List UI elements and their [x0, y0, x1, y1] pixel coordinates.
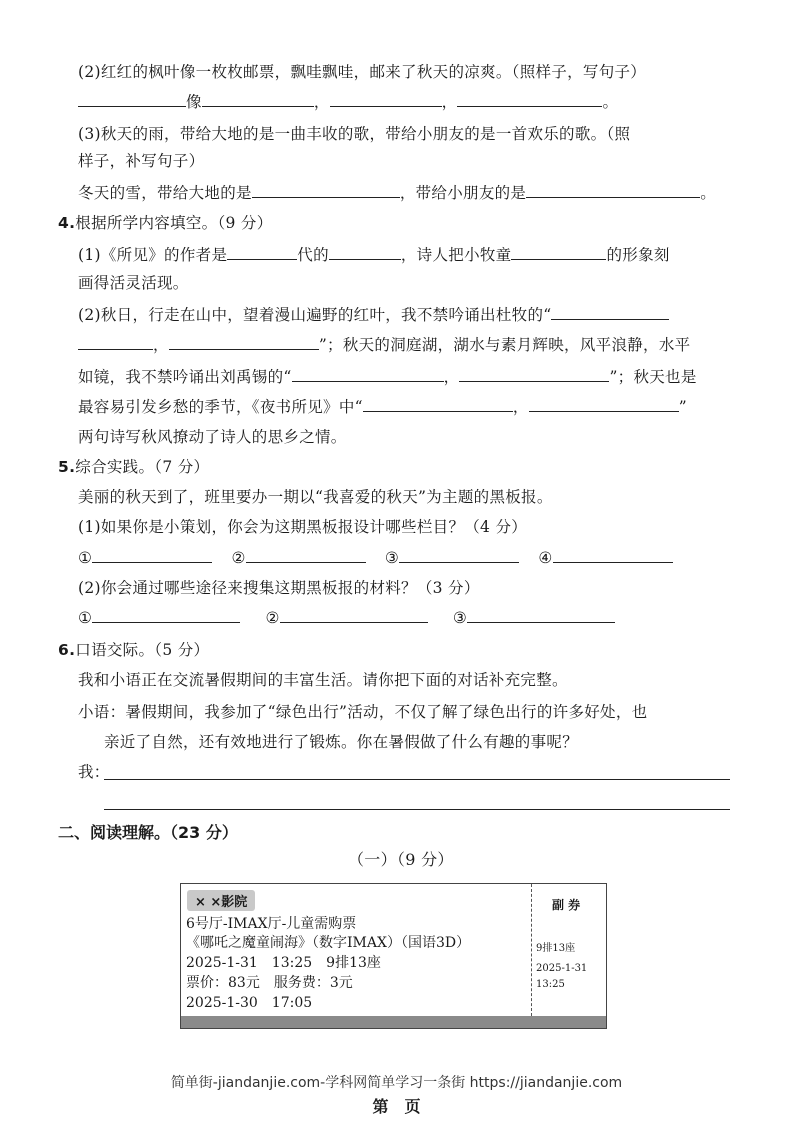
marker-3: ③ [452, 609, 468, 627]
footer-watermark: 简单街-jiandanjie.com-学科网简单学习一条街 https://jiandanjie.com [170, 1075, 623, 1091]
comma: ， [153, 336, 169, 354]
blank[interactable] [330, 92, 442, 107]
marker-1: ① [78, 549, 93, 567]
q3-item3-part1: 冬天的雪，带给大地的是 [78, 184, 252, 202]
q6-title: 口语交际。（5 分） [75, 641, 210, 659]
q5-intro [78, 487, 553, 507]
ticket-stub [531, 884, 607, 1016]
blank[interactable] [246, 548, 366, 563]
period: 。 [602, 93, 619, 111]
q4-s2-line4-end: ” [678, 398, 687, 416]
stub-line1: 9排13座 [536, 943, 576, 954]
blank[interactable] [457, 92, 602, 107]
q3-item3-prompt-text: (3)秋天的雨，带给大地的是一曲丰收的歌，带给小朋友的是一首欢乐的歌。（照 [78, 125, 631, 143]
q3-item3-part2: ，带给小朋友的是 [399, 184, 527, 202]
q6-number: 6. [58, 641, 76, 659]
blank[interactable] [169, 335, 319, 350]
section2-title: 二、阅读理解。（23 分） [58, 823, 238, 842]
q5-intro-text: 美丽的秋天到了，班里要办一期以“我喜爱的秋天”为主题的黑板报。 [78, 488, 553, 506]
stub-line2: 2025-1-31 [536, 963, 588, 974]
blank[interactable] [280, 608, 428, 623]
q5-sub2 [78, 578, 480, 598]
blank[interactable] [529, 397, 679, 412]
ticket-bottom-bar [181, 1016, 606, 1028]
q4-s2-line2-text: ”；秋天的洞庭湖，湖水与素月辉映，风平浪静，水平 [318, 336, 691, 354]
q4-s2-line3-end: ”；秋天也是 [609, 368, 697, 386]
q5-heading [58, 457, 209, 477]
period: 。 [700, 184, 717, 202]
answer-line-1[interactable] [104, 779, 730, 780]
marker-2: ② [265, 609, 280, 627]
marker-3: ③ [384, 549, 400, 567]
blank[interactable] [363, 397, 513, 412]
q3-item3-answer-line [78, 183, 716, 203]
answer-line-2[interactable] [104, 809, 730, 810]
q6-intro-text: 我和小语正在交流暑假期间的丰富生活。请你把下面的对话补充完整。 [78, 671, 568, 689]
section2-subtitle-text: （一）（9 分） [348, 850, 454, 869]
blank[interactable] [553, 548, 673, 563]
stub-line3: 13:25 [536, 979, 565, 990]
q4-s1-part3: ，诗人把小牧童 [400, 246, 512, 264]
q4-s2-line4-text: 最容易引发乡愁的季节，《夜书所见》中“ [78, 398, 363, 416]
q3-item3-prompt-line2 [78, 151, 204, 171]
q4-s1-part2: 代的 [297, 246, 329, 264]
ticket-line1: 6号厅-IMAX厅-儿童需购票 [186, 916, 357, 932]
marker-1: ① [78, 609, 93, 627]
stub-title: 副 券 [552, 898, 581, 912]
q4-number: 4. [58, 214, 76, 232]
q4-s1-part1: (1)《所见》的作者是 [78, 246, 228, 264]
comma: ， [441, 93, 458, 111]
ticket-line3: 2025-1-31 13:25 9排13座 [186, 955, 381, 971]
q6-xiaoyu-line2 [104, 732, 578, 752]
blank[interactable] [329, 245, 401, 260]
q4-heading [58, 213, 273, 233]
blank[interactable] [551, 305, 669, 320]
q5-title: 综合实践。（7 分） [75, 458, 210, 476]
blank[interactable] [78, 335, 153, 350]
q4-s2-line1 [78, 305, 669, 325]
q3-item3-prompt-line1 [78, 124, 630, 144]
q6-xiaoyu-text1: 小语：暑假期间，我参加了“绿色出行”活动，不仅了解了绿色出行的许多好处，也 [78, 703, 648, 721]
blank[interactable] [78, 92, 186, 107]
q6-heading [58, 640, 209, 660]
q5-sub1-answers [78, 548, 673, 568]
marker-2: ② [231, 549, 246, 567]
q4-title: 根据所学内容填空。（9 分） [75, 214, 273, 232]
q6-xiaoyu-line1 [78, 702, 647, 722]
q6-xiaoyu-text2: 亲近了自然，还有效地进行了锻炼。你在暑假做了什么有趣的事呢？ [104, 733, 579, 751]
q6-me-label-text: 我： [78, 763, 110, 781]
q4-s1-line2-text: 画得活灵活现。 [78, 274, 189, 292]
blank[interactable] [459, 367, 609, 382]
blank[interactable] [511, 245, 606, 260]
q3-item2-prompt [78, 62, 646, 82]
q4-s2-line3 [78, 367, 697, 387]
ticket-line4: 票价：83元 服务费：3元 [186, 975, 353, 991]
blank[interactable] [467, 608, 615, 623]
blank[interactable] [292, 367, 444, 382]
q3-item2-answer-line [78, 92, 618, 112]
blank[interactable] [92, 548, 212, 563]
q4-s1-part4: 的形象刻 [606, 246, 670, 264]
cinema-name: × ×影院 [187, 890, 255, 911]
marker-4: ④ [538, 549, 553, 567]
ticket-line2: 《哪吒之魔童闹海》（数字IMAX）（国语3D） [186, 935, 471, 951]
q4-s2-line3-text: 如镜，我不禁吟诵出刘禹锡的“ [78, 368, 292, 386]
q4-s2-line1-text: (2)秋日，行走在山中，望着漫山遍野的红叶，我不禁吟诵出杜牧的“ [78, 306, 552, 324]
blank[interactable] [399, 548, 519, 563]
comma: ， [512, 398, 529, 416]
q4-s1-line1 [78, 245, 670, 265]
comma: ， [443, 368, 460, 386]
q5-number: 5. [58, 458, 76, 476]
q4-s2-line5 [78, 427, 347, 447]
q5-sub1-text: (1)如果你是小策划，你会为这期黑板报设计哪些栏目？（4 分） [78, 518, 528, 536]
q4-s2-line2 [78, 335, 690, 355]
q3-item2-prompt-text: (2)红红的枫叶像一枚枚邮票，飘哇飘哇，邮来了秋天的凉爽。（照样子，写句子） [78, 63, 647, 81]
q4-s2-line5-text: 两句诗写秋风撩动了诗人的思乡之情。 [78, 428, 347, 446]
blank[interactable] [227, 245, 297, 260]
section2-subtitle [348, 850, 454, 870]
q4-s2-line4 [78, 397, 687, 417]
q4-s1-line2 [78, 273, 189, 293]
xiang-word: 像 [186, 93, 202, 111]
movie-ticket [180, 883, 607, 1029]
q3-item3-prompt-text2: 样子，补写句子） [78, 152, 205, 170]
blank[interactable] [202, 92, 314, 107]
ticket-main [181, 884, 529, 1016]
q5-sub2-answers [78, 608, 615, 628]
q5-sub1 [78, 517, 527, 537]
comma: ， [313, 93, 330, 111]
page-number-label: 第 页 [372, 1097, 421, 1116]
q6-intro [78, 670, 568, 690]
blank[interactable] [252, 183, 400, 198]
blank[interactable] [92, 608, 240, 623]
blank[interactable] [526, 183, 700, 198]
q5-sub2-text: (2)你会通过哪些途径来搜集这期黑板报的材料？（3 分） [78, 579, 480, 597]
ticket-line5: 2025-1-30 17:05 [186, 995, 313, 1011]
